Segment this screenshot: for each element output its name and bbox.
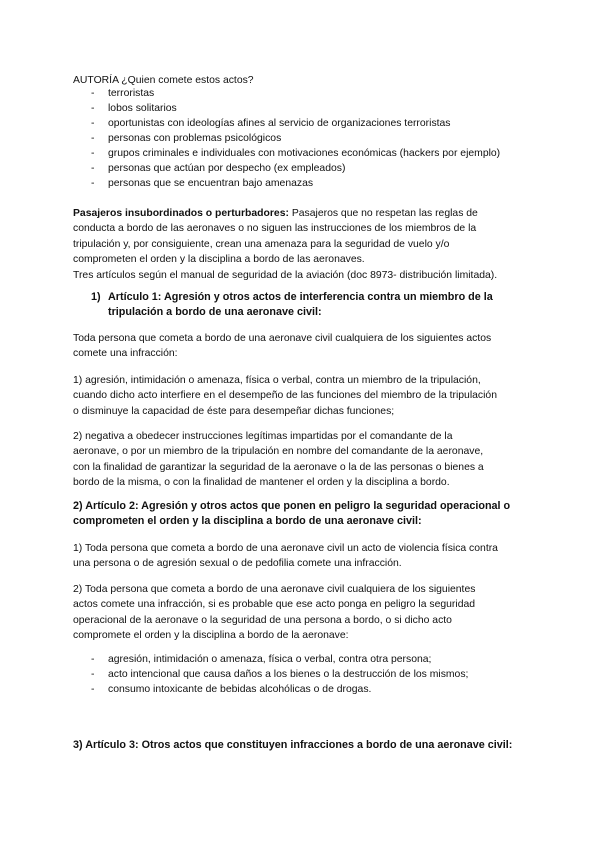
bullet-dash: - (91, 118, 95, 129)
pasajeros-paragraph (73, 206, 535, 283)
list-item: agresión, intimidación o amenaza, física o verbal, contra otra persona; (108, 654, 432, 665)
pasajeros-line: conducta a bordo de las aeronaves o no siguen las instrucciones de los miembros de la (73, 223, 477, 235)
articulo1-paragraph-1: 1) agresión, intimidación o amenaza, física o verbal, contra un miembro de la tripulación, cuando dicho acto interfiere en el desempeño de las funciones del miembro de la tripulación o disminuye la capacidad de éste para desempeñar dichas funciones; (73, 375, 497, 417)
bullet-dash: - (91, 103, 95, 114)
list-item: personas que se encuentran bajo amenazas (108, 178, 314, 189)
pasajeros-line: comprometen el orden y la disciplina a bordo de las aeronaves. (73, 254, 365, 266)
bullet-dash: - (91, 133, 95, 144)
articulo1-heading: Artículo 1: Agresión y otros actos de interferencia contra un miembro de la tripulación a bordo de una aeronave civil: (108, 291, 493, 319)
list-item: terroristas (108, 88, 155, 99)
articulo3-heading: 3) Artículo 3: Otros actos que constituyen infracciones a bordo de una aeronave civil: (73, 739, 513, 751)
list-item: personas que actúan por despecho (ex empleados) (108, 163, 346, 174)
bullet-dash: - (91, 178, 95, 189)
articulo2-paragraph-2: 2) Toda persona que cometa a bordo de una aeronave civil cualquiera de los siguientes actos comete una infracción, si es probable que ese acto ponga en peligro la seguridad operacional de la aeronave o la seguridad de una persona a bordo, o si dicho acto compromete el orden y la disciplina a bordo de la aeronave: (73, 584, 476, 642)
list-item: oportunistas con ideologías afines al servicio de organizaciones terroristas (108, 118, 451, 129)
autoria-heading: AUTORÍA ¿Quien comete estos actos? (73, 75, 254, 86)
articulo1-paragraph-2: 2) negativa a obedecer instrucciones legítimas impartidas por el comandante de la aeronave, o por un miembro de la tripulación en nombre del comandante de la aeronave, con la finalidad de garantizar la seguridad de la aeronave o la de las personas o bienes a bordo de la misma, o con la finalidad de mantener el orden y la disciplina a bordo. (73, 431, 484, 489)
list-item: grupos criminales e individuales con motivaciones económicas (hackers por ejemplo) (108, 148, 501, 159)
list-item: acto intencional que causa daños a los bienes o la destrucción de los mismos; (108, 669, 469, 680)
list-item: lobos solitarios (108, 103, 177, 114)
list-item: consumo intoxicante de bebidas alcohólicas o de drogas. (108, 684, 372, 695)
bullet-dash: - (91, 163, 95, 174)
pasajeros-line: Pasajeros que no respetan las reglas de (288, 208, 478, 219)
bullet-dash: - (91, 684, 95, 695)
pasajeros-title: Pasajeros insubordinados o perturbadores: (73, 208, 289, 219)
bullet-dash: - (91, 669, 95, 680)
list-item: personas con problemas psicológicos (108, 133, 282, 144)
pasajeros-line: Tres artículos según el manual de seguridad de la aviación (doc 8973- distribución limitada). (73, 269, 498, 281)
pasajeros-line: tripulación y, por consiguiente, crean una amenaza para la seguridad de vuelo y/o (73, 238, 450, 250)
bullet-dash: - (91, 88, 95, 99)
articulo2-paragraph-1: 1) Toda persona que cometa a bordo de una aeronave civil un acto de violencia física contra una persona o de agresión sexual o de pedofilia comete una infracción. (73, 543, 498, 570)
articulo2-heading: 2) Artículo 2: Agresión y otros actos que ponen en peligro la seguridad operacional o comprometen el orden y la disciplina a bordo de una aeronave civil: (73, 500, 511, 528)
bullet-dash: - (91, 148, 95, 159)
articulo1-number: 1) (91, 291, 101, 303)
articulo1-intro: Toda persona que cometa a bordo de una aeronave civil cualquiera de los siguientes actos comete una infracción: (73, 333, 492, 360)
bullet-dash: - (91, 654, 95, 665)
